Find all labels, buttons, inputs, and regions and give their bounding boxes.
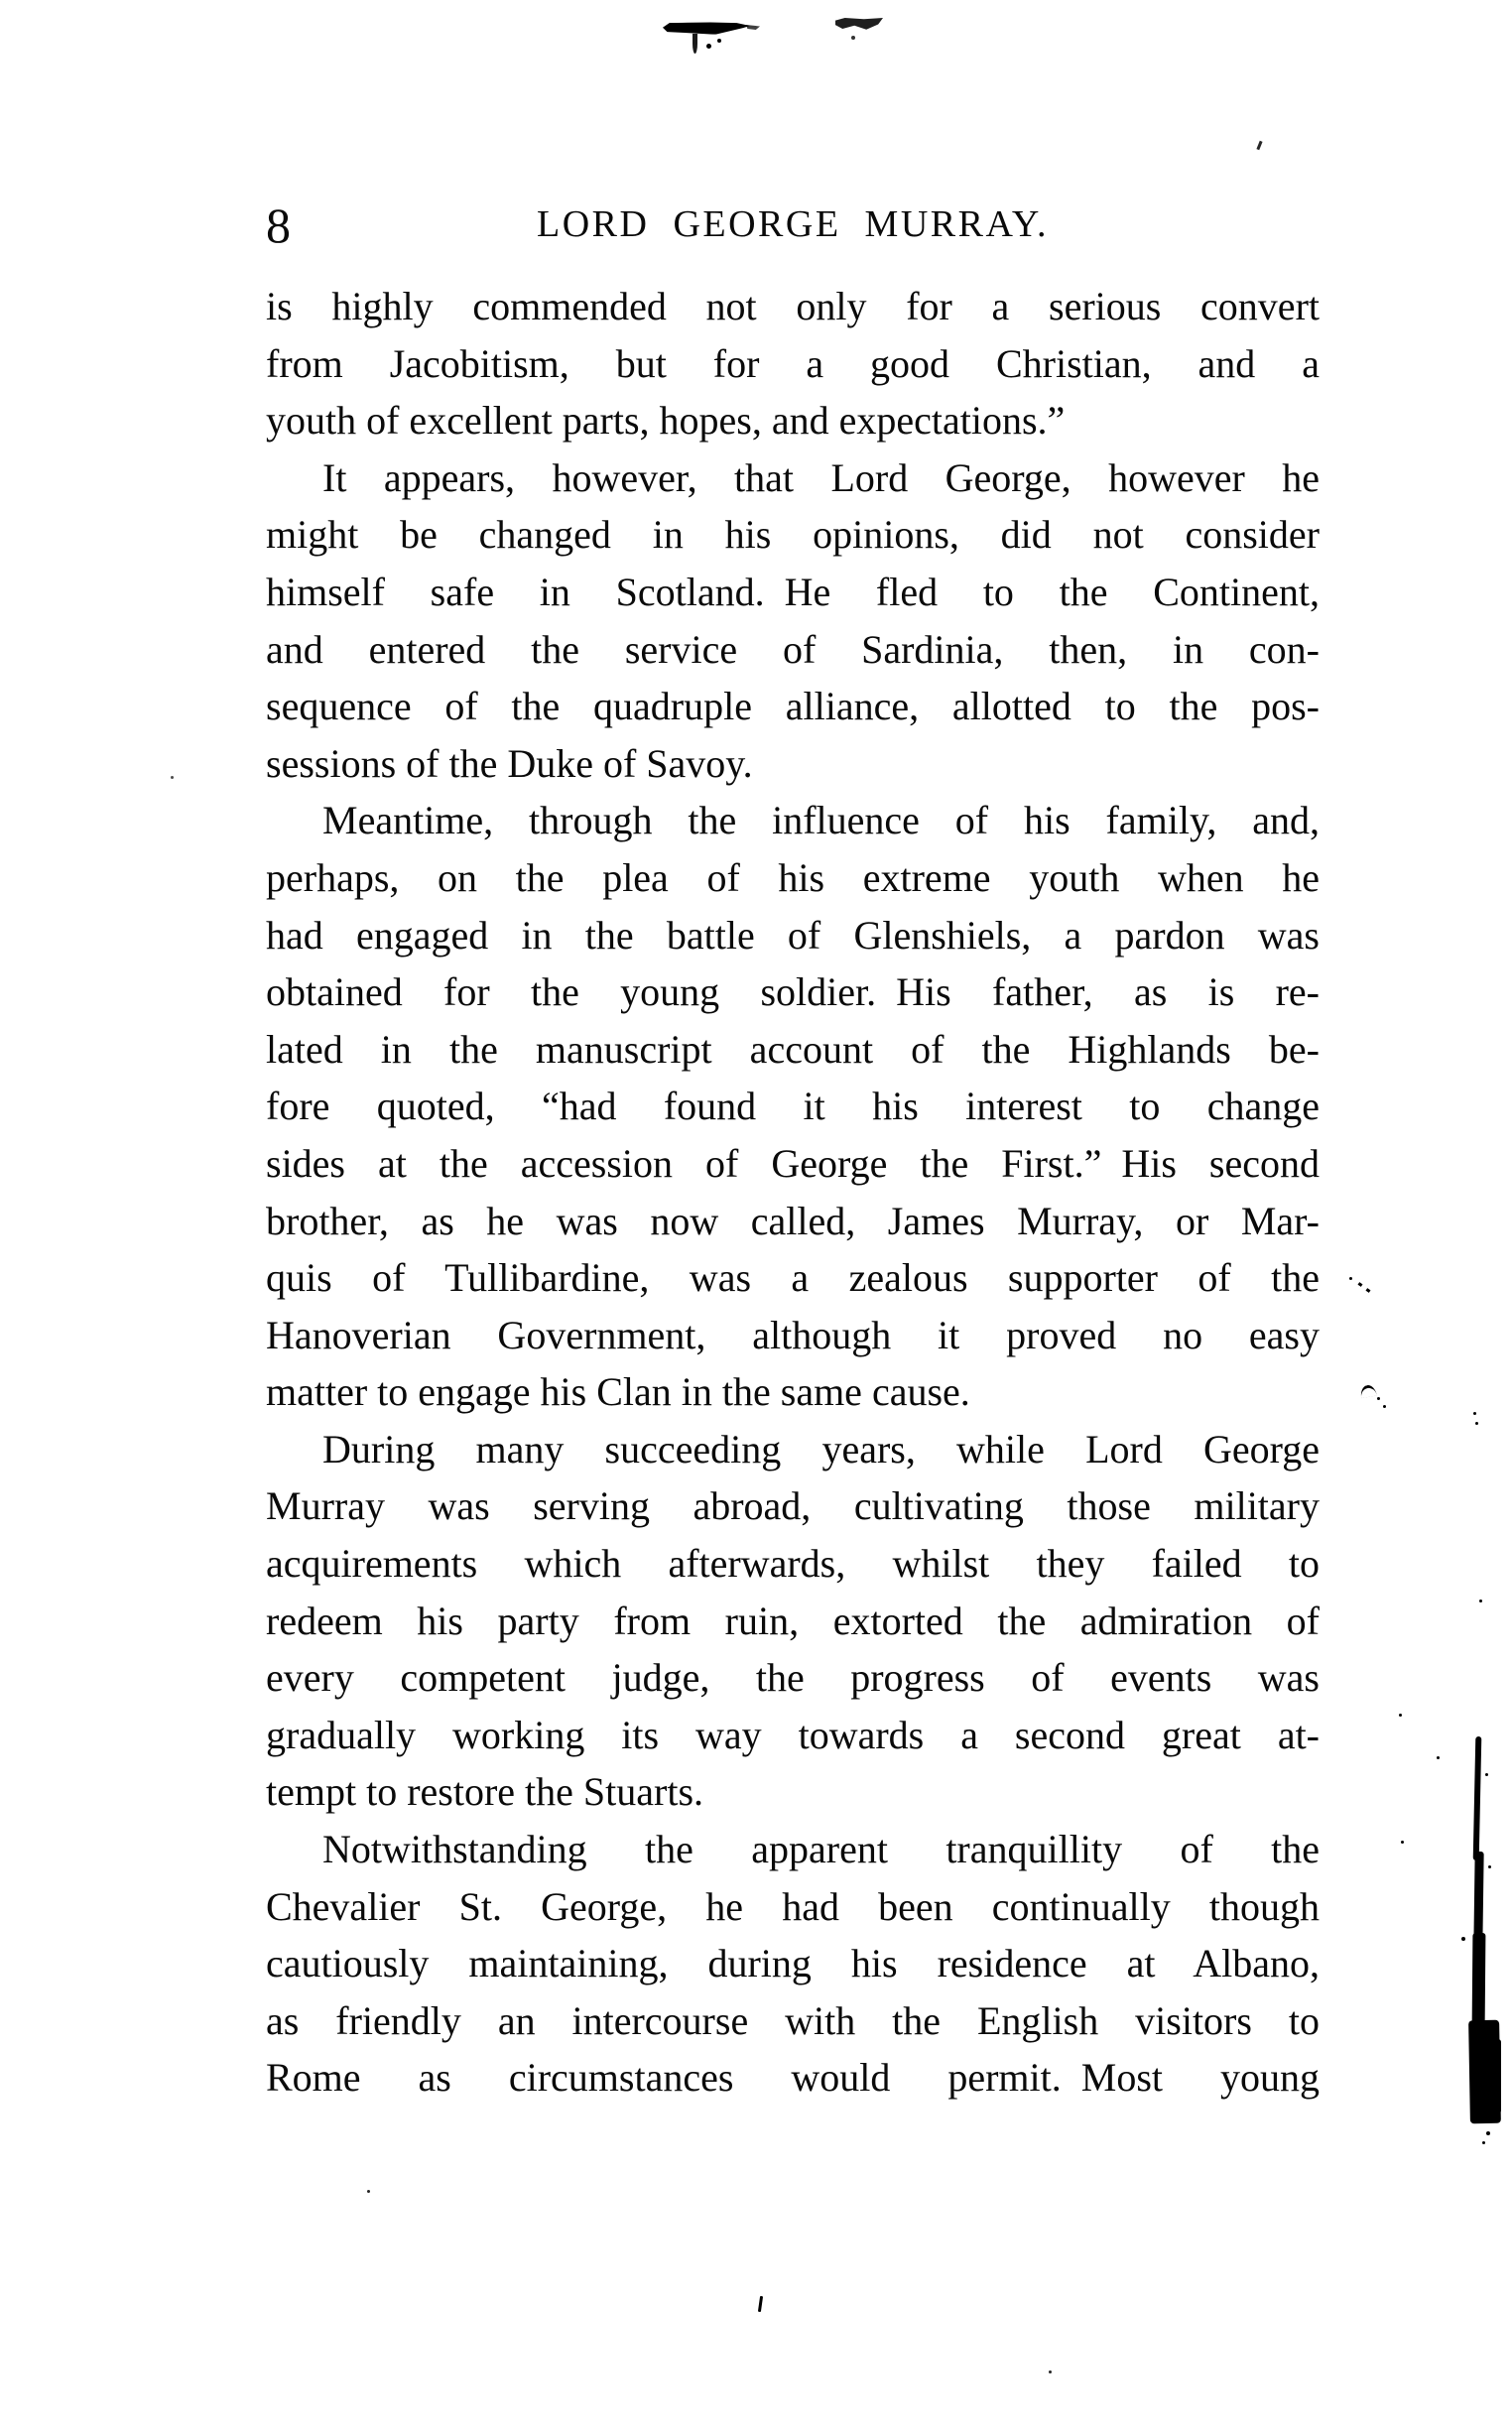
- ink-speck: [1482, 2141, 1485, 2144]
- text-line: Notwithstanding the apparent tranquillity of the: [322, 1827, 1320, 1872]
- ink-speck: [1486, 2131, 1490, 2135]
- ink-speck: [1479, 1600, 1482, 1602]
- ink-speck: [1485, 1773, 1488, 1776]
- ink-speck-right-margin: [1475, 1422, 1478, 1425]
- text-line: Meantime, through the influence of his family, and,: [322, 798, 1320, 843]
- text-line: During many succeeding years, while Lord George: [322, 1426, 1320, 1472]
- text-line: lated in the manuscript account of the Highlands be-: [266, 1026, 1320, 1072]
- ink-speck-bottom: [367, 2190, 370, 2193]
- text-line: redeem his party from ruin, extorted the admiration of: [266, 1598, 1320, 1643]
- ink-speck: [706, 44, 711, 49]
- text-line: gradually working its way towards a second great at-: [266, 1712, 1320, 1757]
- ink-curve-right-margin: [1359, 1384, 1377, 1399]
- text-line: tempt to restore the Stuarts.: [266, 1769, 704, 1815]
- text-line: himself safe in Scotland. He fled to the Continent,: [266, 569, 1320, 614]
- body-text: [266, 278, 1320, 2107]
- text-line: sequence of the quadruple alliance, allotted to the pos-: [266, 684, 1320, 729]
- running-head: LORD GEORGE MURRAY.: [537, 203, 1049, 245]
- ink-speck-right-margin: [1473, 1412, 1476, 1415]
- ink-speck-right-margin: [1377, 1397, 1380, 1400]
- text-line: perhaps, on the plea of his extreme youth when he: [266, 854, 1320, 900]
- text-line: acquirements which afterwards, whilst they failed to: [266, 1541, 1320, 1587]
- page-number: 8: [266, 197, 291, 253]
- ink-speck-left-margin: [171, 776, 174, 779]
- ink-speck: [1399, 1714, 1402, 1717]
- ink-speck-right-margin: [1383, 1405, 1386, 1408]
- ink-speck: [1461, 1937, 1465, 1941]
- ink-speck-bottom: [1049, 2370, 1052, 2373]
- ink-speck-header-right: [1256, 141, 1262, 150]
- text-line: is highly commended not only for a serious convert: [266, 284, 1320, 328]
- text-line: matter to engage his Clan in the same cause.: [266, 1369, 970, 1415]
- ink-streak-right-edge: [1472, 1933, 1486, 2030]
- ink-speck: [1488, 1865, 1491, 1868]
- ink-smudge-drip: [693, 34, 697, 54]
- ink-smudge-top-left-tip: [746, 25, 760, 30]
- text-line: from Jacobitism, but for a good Christian, and a: [266, 340, 1320, 386]
- text-line: obtained for the young soldier. His father, as is re-: [266, 969, 1320, 1015]
- text-line: brother, as he was now called, James Murray, or Mar-: [266, 1198, 1320, 1243]
- text-line: Hanoverian Government, although it proved no easy: [266, 1312, 1320, 1357]
- ink-speck-right-margin: [1366, 1288, 1371, 1293]
- text-line: had engaged in the battle of Glenshiels, a pardon was: [266, 912, 1320, 958]
- text-line: might be changed in his opinions, did not consider: [266, 512, 1320, 558]
- ink-speck: [851, 36, 855, 40]
- ink-speck: [1401, 1841, 1404, 1844]
- ink-streak-right-edge-nub: [1494, 2039, 1501, 2113]
- text-line: sides at the accession of George the First.” His second: [266, 1140, 1320, 1186]
- text-line: quis of Tullibardine, was a zealous supporter of the: [266, 1255, 1320, 1301]
- ink-speck: [1437, 1756, 1440, 1759]
- ink-slash-bottom-center: [758, 2296, 763, 2312]
- text-line: Murray was serving abroad, cultivating those military: [266, 1483, 1320, 1529]
- text-line: Chevalier St. George, he had been continually though: [266, 1883, 1320, 1929]
- text-line: Rome as circumstances would permit. Most young: [266, 2055, 1320, 2101]
- ink-speck: [717, 39, 721, 43]
- text-line: cautiously maintaining, during his residence at Albano,: [266, 1941, 1320, 1986]
- text-line: fore quoted, “had found it his interest to change: [266, 1084, 1320, 1129]
- text-line: as friendly an intercourse with the English visitors to: [266, 1997, 1320, 2043]
- ink-streak-right-edge: [1473, 1852, 1483, 1946]
- text-line: youth of excellent parts, hopes, and expectations.”: [266, 398, 1066, 444]
- ink-speck-right-margin: [1358, 1282, 1363, 1287]
- text-line: sessions of the Duke of Savoy.: [266, 740, 753, 786]
- ink-smudge-top-left: [663, 21, 750, 36]
- ink-smudge-top-right: [835, 18, 883, 31]
- ink-speck-right-margin: [1349, 1277, 1352, 1280]
- ink-streak-right-edge: [1473, 1736, 1482, 1860]
- text-line: It appears, however, that Lord George, however he: [322, 454, 1320, 500]
- text-line: and entered the service of Sardinia, then, in con-: [266, 626, 1320, 672]
- text-line: every competent judge, the progress of events was: [266, 1655, 1320, 1701]
